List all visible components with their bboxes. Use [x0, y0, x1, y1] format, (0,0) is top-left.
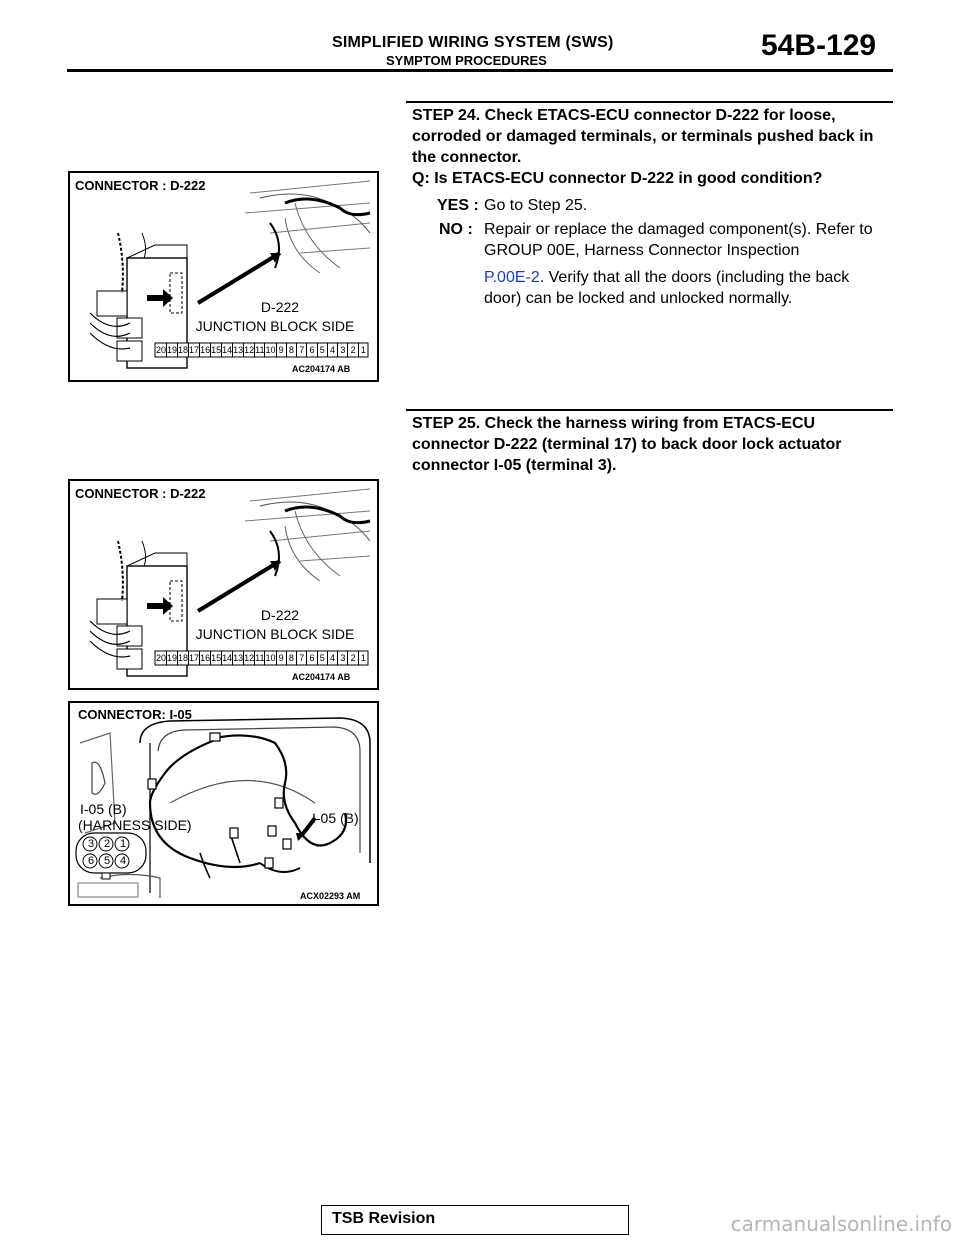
pin-19: 19 [167, 345, 178, 355]
pin-3: 3 [338, 343, 348, 357]
pin-10: 10 [265, 653, 276, 663]
pin-7: 7 [297, 651, 307, 665]
pin-9: 9 [277, 343, 287, 357]
i05-pin-2: 2 [103, 838, 111, 850]
pin-11: 11 [255, 653, 265, 663]
figure1-label: CONNECTOR : D-222 [75, 178, 206, 193]
pin-5: 5 [318, 651, 328, 665]
step25-heading: STEP 25. Check the harness wiring from ETACS-ECU connector D-222 (terminal 17) to back door lock actuator connector I-05 (terminal 3). [412, 415, 842, 474]
yes-text: Go to Step 25. [484, 197, 588, 214]
pin-6: 6 [307, 343, 317, 357]
pin-11: 11 [255, 345, 265, 355]
step25-rule [406, 409, 893, 411]
figure3-callout-left-2: (HARNESS SIDE) [78, 817, 192, 833]
figure1-code: AC204174 AB [292, 364, 351, 374]
pin-14: 14 [222, 653, 233, 663]
i05-pin-6: 6 [87, 855, 95, 867]
pin-1: 1 [360, 653, 366, 663]
pin-10: 10 [265, 345, 276, 355]
ref-link-p00e-2[interactable]: P.00E-2 [484, 269, 540, 286]
section-subtitle: SYMPTOM PROCEDURES [386, 53, 547, 68]
figure1-callout-junction: JUNCTION BLOCK SIDE [195, 318, 355, 334]
no-text-1: Repair or replace the damaged component(s). Refer to GROUP 00E, Harness Connector Inspection [484, 221, 873, 259]
figure1-pins [156, 343, 368, 357]
pin-4: 4 [328, 651, 338, 665]
i05-pins-bottom [83, 854, 131, 868]
no-text [484, 219, 884, 309]
i05-pin-3: 3 [87, 838, 95, 850]
figure2-callout-junction: JUNCTION BLOCK SIDE [195, 626, 355, 642]
pin-16: 16 [200, 345, 211, 355]
tsb-revision-label: TSB Revision [332, 1210, 436, 1227]
figure3-code: ACX02293 AM [300, 891, 361, 901]
pin-12: 12 [244, 345, 255, 355]
figure-connector-d222-2 [68, 479, 379, 690]
figure2-pins [156, 651, 368, 665]
pin-18: 18 [178, 345, 189, 355]
pin-9: 9 [277, 651, 287, 665]
step24-rule [406, 101, 893, 103]
pin-1: 1 [360, 345, 366, 355]
pin-6: 6 [307, 651, 317, 665]
pin-2: 2 [348, 343, 358, 357]
pin-18: 18 [178, 653, 189, 663]
watermark: carmanualsonline.info [730, 1212, 952, 1236]
yes-key: YES : [437, 197, 479, 214]
figure3-callout-right: I-05 (B) [312, 810, 359, 826]
pin-15: 15 [211, 345, 222, 355]
figure-connector-d222-1 [68, 171, 379, 382]
pin-14: 14 [222, 345, 233, 355]
pin-19: 19 [167, 653, 178, 663]
pin-3: 3 [338, 651, 348, 665]
pin-20: 20 [156, 653, 167, 663]
figure2-code: AC204174 AB [292, 672, 351, 682]
header-rule [67, 69, 893, 72]
i05-pin-5: 5 [103, 855, 111, 867]
pin-20: 20 [156, 345, 167, 355]
page-number: 54B-129 [761, 29, 877, 62]
pin-7: 7 [297, 343, 307, 357]
pin-8: 8 [287, 343, 297, 357]
section-title: SIMPLIFIED WIRING SYSTEM (SWS) [332, 34, 614, 51]
pin-13: 13 [233, 653, 244, 663]
i05-pin-4: 4 [119, 855, 127, 867]
pin-17: 17 [189, 345, 200, 355]
pin-8: 8 [287, 651, 297, 665]
pin-5: 5 [318, 343, 328, 357]
pin-12: 12 [244, 653, 255, 663]
figure-connector-i05 [68, 701, 379, 906]
i05-pin-1: 1 [119, 838, 127, 850]
figure3-callout-left-1: I-05 (B) [80, 801, 127, 817]
pin-13: 13 [233, 345, 244, 355]
pin-16: 16 [200, 653, 211, 663]
figure3-label: CONNECTOR: I-05 [78, 707, 192, 722]
pin-4: 4 [328, 343, 338, 357]
tsb-revision-box [321, 1205, 629, 1235]
no-key: NO : [439, 221, 473, 238]
figure2-callout-d222: D-222 [260, 607, 300, 623]
pin-2: 2 [348, 651, 358, 665]
no-text-2: . Verify that all the doors (including the back door) can be locked and unlocked normally. [484, 269, 850, 307]
i05-pins-top [83, 837, 131, 851]
pin-17: 17 [189, 653, 200, 663]
step24-question: Q: Is ETACS-ECU connector D-222 in good condition? [412, 170, 823, 187]
figure2-label: CONNECTOR : D-222 [75, 486, 206, 501]
figure1-callout-d222: D-222 [260, 299, 300, 315]
step24-heading: STEP 24. Check ETACS-ECU connector D-222 for loose, corroded or damaged terminals, or terminals pushed back in the connector. [412, 107, 874, 166]
pin-15: 15 [211, 653, 222, 663]
